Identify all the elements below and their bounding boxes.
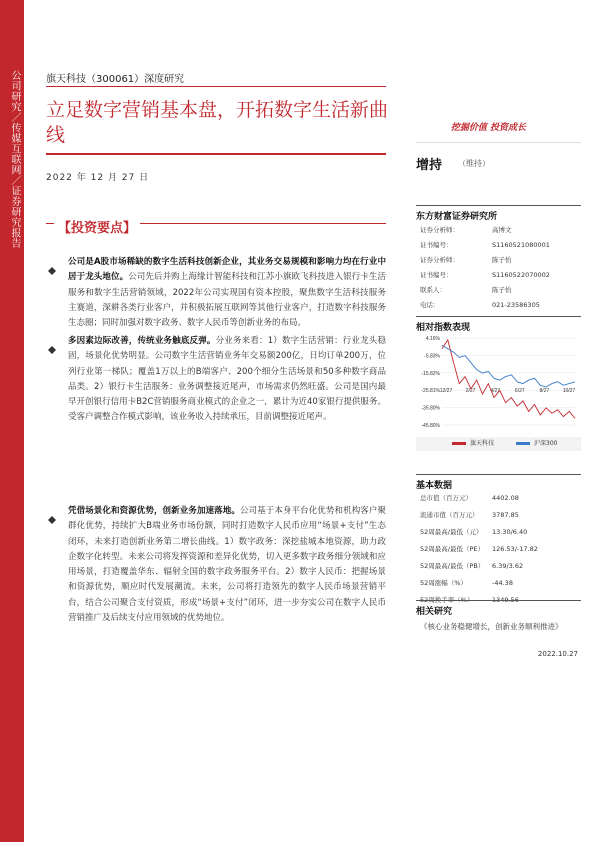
y-tick-label: 4.16% [425, 336, 440, 342]
analyst-row: 证书编号： S1160522070002 [420, 271, 550, 279]
chart-legend [416, 437, 581, 451]
legend-label-qitian: 旗天科技 [470, 440, 495, 447]
related-report-date: 2022.10.27 [537, 650, 578, 658]
side-category-label: 公司研究／传媒互联网／证券研究报告 [9, 70, 20, 249]
bullet-paragraph [68, 504, 386, 626]
analyst-row: 联系人： 陈子怡 [420, 286, 512, 294]
related-report-link[interactable]: 《核心业务稳健增长，创新业务顺利推进》 [420, 622, 563, 631]
analyst-row: 电话： 021-23586305 [420, 301, 540, 309]
bullet-lead: 公司是A股市场稀缺的数字生活科技创新企业，其业务交易规模和影响力均在行业中居于龙头地位。 [68, 257, 386, 283]
basic-data-row: 52周最高/最低（PE） 126.53/-17.82 [420, 545, 538, 553]
performance-chart-svg [416, 332, 581, 437]
rating-divider [416, 142, 581, 143]
title-divider [46, 153, 386, 155]
institute-name: 东方财富证券研究所 [416, 205, 581, 225]
slogan: 挖掘价值 投资成长 [450, 123, 526, 133]
diamond-bullet-icon [48, 509, 58, 519]
bullet-paragraph [68, 334, 386, 426]
x-tick-label: 2/27 [465, 387, 476, 394]
x-tick-label: 8/27 [539, 387, 550, 394]
bullet-body: 公司先后并购上海缘计智能科技和江苏小旗欧飞科技进入银行卡生活服务和数字生活营销领域，2022年公司实现国有资本控股，聚焦数字生活科技服务主赛道，深耕各类行业客户，并积极拓展互联网等其他行业客户，打造数字科技服务生态圈；同时加强对数字政务、数字人民币等创新业务的布局。 [68, 272, 386, 329]
performance-chart [416, 332, 581, 437]
basic-data-row: 52周最高/最低（PB） 6.39/3.62 [420, 562, 524, 570]
legend-label-csi300: 沪深300 [534, 440, 558, 447]
report-header: 旗天科技（300061）深度研究 [46, 74, 185, 85]
bullet-lead: 凭借场景化和资源优势，创新业务加速落地。 [68, 506, 240, 516]
basic-data-row: 总市值（百万元） 4402.08 [420, 494, 519, 502]
diamond-bullet-icon [48, 260, 58, 270]
bullet-paragraph [68, 255, 386, 331]
y-tick-label: -25.81% [421, 388, 440, 395]
y-tick-label: -15.82% [421, 370, 440, 377]
bullet-body: 分业务来看：1）数字生活营销：行业龙头稳固，场景化优势明显。公司数字生活营销业务年交易额200亿，日均订单200万，位列行业第一梯队；覆盖1万以上的B端客户、200个细分生活场景和50多种数字商品品类。2）银行卡生活服务：业务调整接近尾声，市场需求仍然旺盛。公司是国内最早开创银行信用卡B2C营销服务商业模式的企业之一，累计为近40家银行提供服务。受客户调整合作模式影响，该业务收入持续承压，目前调整接近尾声。 [68, 336, 386, 423]
basic-data-row: 流通市值（百万元） 3787.85 [420, 511, 519, 519]
x-tick-label: 12/27 [439, 387, 453, 394]
header-divider [46, 86, 386, 87]
series-line-qitian [439, 340, 575, 418]
y-tick-label: -5.83% [424, 353, 440, 360]
x-tick-label: 10/27 [562, 387, 576, 394]
analyst-row: 证书编号： S1160521080001 [420, 241, 550, 249]
basic-data-title: 基本数据 [416, 474, 581, 494]
y-tick-label: -45.80% [421, 423, 440, 429]
performance-title: 相对指数表现 [416, 316, 581, 336]
basic-data-row: 52周最高/最低（元） 13.30/6.40 [420, 528, 528, 536]
section-header [46, 217, 386, 237]
basic-data-row: 52周换手率（%） 1349.56 [420, 596, 519, 604]
rating: 增持 [416, 158, 443, 173]
bullet-body: 公司基于本身平台化优势和机构客户聚群化优势，持续扩大B端业务市场份额，同时打造数字人民币应用“场景+支付”生态闭环，未来打造创新业务第二增长曲线。1）数字政务：深挖盐城本地资源，助力政企数字化转型。未来公司将发挥资源和差异化优势，切入更多数字政务细分领域和应用场景，打造覆盖华东、辐射全国的数字政务服务平台。2）数字人民币：把握场景和资源优势，顺应时代发展潮流。未来，公司将打造领先的数字人民币场景营销平台，结合公司聚合支付资质，形成“场景+支付”闭环，进一步夯实公司在数字人民币营销推广及后续支付应用领域的优势地位。 [68, 506, 386, 624]
analyst-row: 证券分析师： 陈子怡 [420, 256, 512, 264]
y-tick-label: -35.80% [421, 405, 440, 412]
diamond-bullet-icon [48, 339, 58, 349]
rating-status: （维持） [458, 159, 490, 168]
x-tick-label: 4/27 [490, 387, 501, 394]
page-title: 立足数字营销基本盘，开拓数字生活新曲线 [46, 99, 389, 146]
analyst-row: 证券分析师： 高博文 [420, 226, 512, 234]
section-title: 【投资要点】 [54, 217, 140, 236]
bullet-lead: 多因素边际改善，传统业务触底反弹。 [68, 336, 216, 346]
basic-data-row: 52周涨幅（%） -44.38 [420, 579, 513, 587]
x-tick-label: 6/27 [514, 387, 525, 394]
report-date: 2022 年 12 月 27 日 [46, 173, 150, 183]
related-research-title: 相关研究 [416, 600, 581, 620]
legend-swatch-qitian [452, 442, 466, 445]
legend-swatch-csi300 [516, 442, 530, 445]
